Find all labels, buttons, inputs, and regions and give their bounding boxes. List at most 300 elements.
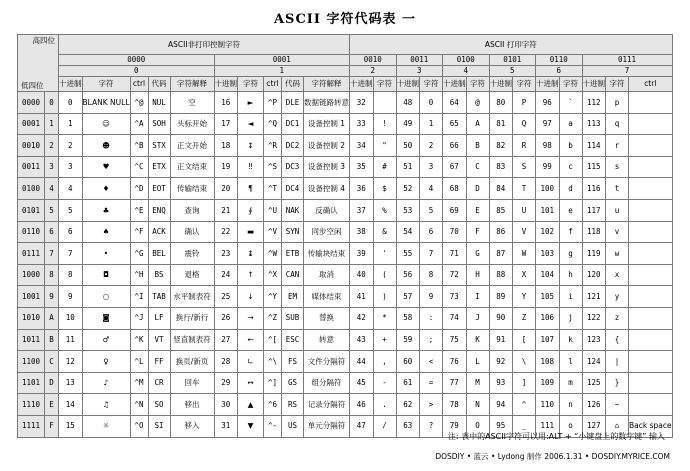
ctrl-key-cell: ^S [264, 156, 282, 178]
decimal-cell: 117 [582, 199, 606, 221]
low-nibble-value: 0 [45, 92, 59, 114]
decimal-cell: 2 [59, 135, 83, 157]
decimal-cell: 106 [536, 307, 560, 329]
decimal-cell: 103 [536, 243, 560, 265]
decimal-cell: 127 [582, 415, 606, 437]
low-nibble-binary: 0011 [18, 156, 45, 178]
high-nibble-binary: 0100 [443, 55, 490, 66]
decimal-cell: 107 [536, 329, 560, 351]
control-glyph: ♣ [82, 199, 130, 221]
decimal-cell: 41 [350, 286, 374, 308]
control-code: BS [148, 264, 170, 286]
control-glyph: ☻ [82, 135, 130, 157]
control-description: 空 [170, 92, 214, 114]
ctrl-key-cell: ^I [130, 286, 148, 308]
decimal-cell: 0 [59, 92, 83, 114]
control-glyph: ♠ [82, 221, 130, 243]
printable-char: y [606, 286, 629, 308]
empty-ctrl-cell [629, 178, 673, 200]
printable-char: Z [513, 307, 536, 329]
decimal-cell: 45 [350, 372, 374, 394]
decimal-cell: 102 [536, 221, 560, 243]
printable-char: | [606, 351, 629, 373]
subheader-dec: 十进制 [59, 77, 83, 92]
high-nibble-value: 6 [536, 66, 583, 77]
decimal-cell: 12 [59, 351, 83, 373]
table-row [18, 156, 673, 178]
decimal-cell: 75 [443, 329, 467, 351]
decimal-cell: 81 [489, 113, 513, 135]
decimal-cell: 124 [582, 351, 606, 373]
subheader-ctrl: ctrl [629, 77, 673, 92]
high-nibble-value: 4 [443, 66, 490, 77]
printable-char: ] [513, 372, 536, 394]
printable-char: 5 [420, 199, 443, 221]
empty-ctrl-cell [629, 329, 673, 351]
decimal-cell: 19 [214, 156, 238, 178]
control-description: 换行/新行 [170, 307, 214, 329]
printable-char: x [606, 264, 629, 286]
printable-char: % [373, 199, 396, 221]
subheader-char: 字符 [606, 77, 629, 92]
printable-char: t [606, 178, 629, 200]
printable-char: } [606, 372, 629, 394]
control-glyph: ← [238, 329, 264, 351]
decimal-cell: 74 [443, 307, 467, 329]
decimal-cell: 105 [536, 286, 560, 308]
decimal-cell: 9 [59, 286, 83, 308]
control-glyph: BLANK NULL [82, 92, 130, 114]
low-nibble-value: 1 [45, 113, 59, 135]
decimal-cell: 80 [489, 92, 513, 114]
decimal-cell: 83 [489, 156, 513, 178]
low-nibble-value: B [45, 329, 59, 351]
control-description: 退格 [170, 264, 214, 286]
ctrl-key-cell: ^- [264, 415, 282, 437]
printable-char: > [420, 394, 443, 416]
printable-char: 9 [420, 286, 443, 308]
control-glyph: ◙ [82, 307, 130, 329]
table-row [18, 264, 673, 286]
control-glyph: ◘ [82, 264, 130, 286]
printable-char: [ [513, 329, 536, 351]
printable-char: < [420, 351, 443, 373]
high-nibble-value: 3 [396, 66, 443, 77]
decimal-cell: 27 [214, 329, 238, 351]
decimal-cell: 25 [214, 286, 238, 308]
low-nibble-binary: 0100 [18, 178, 45, 200]
subheader-dec: 十进制 [582, 77, 606, 92]
printable-char: 3 [420, 156, 443, 178]
decimal-cell: 34 [350, 135, 374, 157]
decimal-cell: 44 [350, 351, 374, 373]
low-nibble-value: C [45, 351, 59, 373]
decimal-cell: 76 [443, 351, 467, 373]
decimal-cell: 90 [489, 307, 513, 329]
empty-ctrl-cell [629, 372, 673, 394]
decimal-cell: 77 [443, 372, 467, 394]
low-nibble-binary: 1001 [18, 286, 45, 308]
decimal-cell: 18 [214, 135, 238, 157]
subheader-dec: 十进制 [396, 77, 420, 92]
printable-char: - [373, 372, 396, 394]
decimal-cell: 42 [350, 307, 374, 329]
printable-char: A [466, 113, 489, 135]
low-nibble-value: 7 [45, 243, 59, 265]
decimal-cell: 89 [489, 286, 513, 308]
printable-char: K [466, 329, 489, 351]
decimal-cell: 17 [214, 113, 238, 135]
footer-text: DOSDIY • 蓝云 • Lydong 制作 2006.1.31 • DOSDIY.MYRICE.COM [435, 452, 670, 461]
decimal-cell: 48 [396, 92, 420, 114]
decimal-cell: 87 [489, 243, 513, 265]
control-description: 水平制表符 [170, 286, 214, 308]
printable-char: r [606, 135, 629, 157]
low-nibble-value: A [45, 307, 59, 329]
decimal-cell: 109 [536, 372, 560, 394]
printable-char: z [606, 307, 629, 329]
control-description: 记录分隔符 [304, 394, 350, 416]
control-description: 正文结束 [170, 156, 214, 178]
control-glyph: ▼ [238, 415, 264, 437]
control-description: 竖直制表符 [170, 329, 214, 351]
decimal-cell: 50 [396, 135, 420, 157]
decimal-cell: 85 [489, 199, 513, 221]
control-code: TAB [148, 286, 170, 308]
printable-char: G [466, 243, 489, 265]
printable-char: * [373, 307, 396, 329]
control-glyph: ∟ [238, 351, 264, 373]
low-nibble-binary: 1100 [18, 351, 45, 373]
table-row [18, 307, 673, 329]
decimal-cell: 82 [489, 135, 513, 157]
printable-char: ; [420, 329, 443, 351]
decimal-cell: 113 [582, 113, 606, 135]
control-glyph: ♪ [82, 372, 130, 394]
ctrl-key-cell: ^W [264, 243, 282, 265]
printable-char: = [420, 372, 443, 394]
decimal-cell: 118 [582, 221, 606, 243]
control-description: 移出 [170, 394, 214, 416]
printable-char: m [559, 372, 582, 394]
control-description: 设备控制 2 [304, 135, 350, 157]
printable-char: l [559, 351, 582, 373]
printable-char: U [513, 199, 536, 221]
decimal-cell: 92 [489, 351, 513, 373]
printable-char: W [513, 243, 536, 265]
control-description: 设备控制 1 [304, 113, 350, 135]
subheader-ctrl: ctrl [130, 77, 148, 92]
printable-char: e [559, 199, 582, 221]
nonprint-header: ASCII非打印控制字符 [59, 35, 350, 55]
table-row [18, 221, 673, 243]
print-header: ASCII 打印字符 [350, 35, 673, 55]
decimal-cell: 23 [214, 243, 238, 265]
decimal-cell: 88 [489, 264, 513, 286]
decimal-cell: 47 [350, 415, 374, 437]
header-corner [18, 35, 59, 92]
high-nibble-value: 0 [59, 66, 215, 77]
decimal-cell: 29 [214, 372, 238, 394]
decimal-cell: 38 [350, 221, 374, 243]
printable-char: ( [373, 264, 396, 286]
table-row [18, 394, 673, 416]
decimal-cell: 125 [582, 372, 606, 394]
ctrl-key-cell: ^M [130, 372, 148, 394]
printable-char: ? [420, 415, 443, 437]
printable-char: \ [513, 351, 536, 373]
decimal-cell: 56 [396, 264, 420, 286]
control-code: RS [282, 394, 304, 416]
decimal-cell: 58 [396, 307, 420, 329]
decimal-cell: 64 [443, 92, 467, 114]
control-description: 替换 [304, 307, 350, 329]
control-code: US [282, 415, 304, 437]
decimal-cell: 84 [489, 178, 513, 200]
printable-char: d [559, 178, 582, 200]
control-glyph: ◄ [238, 113, 264, 135]
low-nibble-value: D [45, 372, 59, 394]
decimal-cell: 120 [582, 264, 606, 286]
high-nibble-value: 5 [489, 66, 536, 77]
printable-char: I [466, 286, 489, 308]
ctrl-key-cell: ^Q [264, 113, 282, 135]
decimal-cell: 100 [536, 178, 560, 200]
decimal-cell: 53 [396, 199, 420, 221]
printable-char: { [606, 329, 629, 351]
ctrl-key-cell: ^C [130, 156, 148, 178]
input-note: 注: 表中的ASCII字符可以用:ALT + “小键盘上的数字键” 输入 [447, 432, 665, 441]
control-code: ACK [148, 221, 170, 243]
decimal-cell: 21 [214, 199, 238, 221]
decimal-cell: 65 [443, 113, 467, 135]
control-code: SOH [148, 113, 170, 135]
control-code: SUB [282, 307, 304, 329]
control-code: ETX [148, 156, 170, 178]
empty-ctrl-cell [629, 156, 673, 178]
decimal-cell: 121 [582, 286, 606, 308]
decimal-cell: 10 [59, 307, 83, 329]
ctrl-key-cell: ^6 [264, 394, 282, 416]
decimal-cell: 61 [396, 372, 420, 394]
control-glyph: ○ [82, 286, 130, 308]
decimal-cell: 126 [582, 394, 606, 416]
printable-char: Q [513, 113, 536, 135]
printable-char: ) [373, 286, 396, 308]
printable-char: T [513, 178, 536, 200]
decimal-cell: 52 [396, 178, 420, 200]
printable-char: h [559, 264, 582, 286]
printable-char: S [513, 156, 536, 178]
printable-char: R [513, 135, 536, 157]
printable-char: s [606, 156, 629, 178]
printable-char: ^ [513, 394, 536, 416]
printable-char: k [559, 329, 582, 351]
decimal-cell: 95 [489, 415, 513, 437]
decimal-cell: 104 [536, 264, 560, 286]
printable-char: o [559, 415, 582, 437]
decimal-cell: 78 [443, 394, 467, 416]
low-nibble-binary: 0001 [18, 113, 45, 135]
printable-char: 4 [420, 178, 443, 200]
decimal-cell: 99 [536, 156, 560, 178]
control-description: 查询 [170, 199, 214, 221]
control-code: DC2 [282, 135, 304, 157]
control-glyph: ↑ [238, 264, 264, 286]
low-nibble-binary: 0101 [18, 199, 45, 221]
ctrl-key-cell: ^] [264, 372, 282, 394]
printable-char: b [559, 135, 582, 157]
control-code: EM [282, 286, 304, 308]
empty-ctrl-cell [629, 351, 673, 373]
control-description: 传输结束 [170, 178, 214, 200]
control-glyph: ‼ [238, 156, 264, 178]
ctrl-key-cell: ^N [130, 394, 148, 416]
decimal-cell: 14 [59, 394, 83, 416]
decimal-cell: 93 [489, 372, 513, 394]
low-nibble-binary: 0000 [18, 92, 45, 114]
printable-char: 6 [420, 221, 443, 243]
printable-char: " [373, 135, 396, 157]
subheader-dec: 十进制 [536, 77, 560, 92]
ctrl-key-cell: ^J [130, 307, 148, 329]
control-description: 反确认 [304, 199, 350, 221]
control-code: DC3 [282, 156, 304, 178]
printable-char [373, 92, 396, 114]
empty-ctrl-cell [629, 221, 673, 243]
decimal-cell: 20 [214, 178, 238, 200]
subheader-ctrl: ctrl [264, 77, 282, 92]
low-nibble-value: 6 [45, 221, 59, 243]
empty-ctrl-cell [629, 394, 673, 416]
control-code: STX [148, 135, 170, 157]
printable-char: Y [513, 286, 536, 308]
ctrl-key-cell: ^@ [130, 92, 148, 114]
control-description: 取消 [304, 264, 350, 286]
decimal-cell: 91 [489, 329, 513, 351]
control-description: 头标开始 [170, 113, 214, 135]
printable-char: , [373, 351, 396, 373]
subheader-char: 字符 [238, 77, 264, 92]
decimal-cell: 13 [59, 372, 83, 394]
ctrl-key-cell: ^F [130, 221, 148, 243]
control-description: 换页/新页 [170, 351, 214, 373]
decimal-cell: 31 [214, 415, 238, 437]
printable-char: H [466, 264, 489, 286]
page-title: ASCII 字符代码表 一 [273, 12, 417, 27]
decimal-cell: 94 [489, 394, 513, 416]
low-nibble-value: 5 [45, 199, 59, 221]
control-glyph: • [82, 243, 130, 265]
printable-char: ~ [606, 394, 629, 416]
decimal-cell: 71 [443, 243, 467, 265]
decimal-cell: 122 [582, 307, 606, 329]
control-code: DLE [282, 92, 304, 114]
printable-char: M [466, 372, 489, 394]
low-nibble-value: 2 [45, 135, 59, 157]
control-code: SI [148, 415, 170, 437]
low-nibble-binary: 1010 [18, 307, 45, 329]
ctrl-key-cell: ^L [130, 351, 148, 373]
printable-char: q [606, 113, 629, 135]
control-description: 设备控制 3 [304, 156, 350, 178]
printable-char: ' [373, 243, 396, 265]
decimal-cell: 36 [350, 178, 374, 200]
table-row [18, 286, 673, 308]
low-nibble-value: E [45, 394, 59, 416]
decimal-cell: 110 [536, 394, 560, 416]
control-code: NUL [148, 92, 170, 114]
ctrl-key-cell: ^\ [264, 351, 282, 373]
control-description: 文件分隔符 [304, 351, 350, 373]
printable-char: n [559, 394, 582, 416]
high-nibble-binary: 0000 [59, 55, 215, 66]
table-row [18, 243, 673, 265]
low-nibble-value: 4 [45, 178, 59, 200]
ctrl-key-cell: ^B [130, 135, 148, 157]
control-glyph: ♀ [82, 351, 130, 373]
decimal-cell: 4 [59, 178, 83, 200]
decimal-cell: 15 [59, 415, 83, 437]
control-glyph: ► [238, 92, 264, 114]
high-nibble-binary: 0110 [536, 55, 583, 66]
decimal-cell: 51 [396, 156, 420, 178]
decimal-cell: 30 [214, 394, 238, 416]
decimal-cell: 123 [582, 329, 606, 351]
decimal-cell: 22 [214, 221, 238, 243]
table-row [18, 329, 673, 351]
ctrl-key-cell: ^D [130, 178, 148, 200]
control-glyph: ♥ [82, 156, 130, 178]
decimal-cell: 112 [582, 92, 606, 114]
high-nibble-value: 2 [350, 66, 397, 77]
control-glyph: ↨ [238, 243, 264, 265]
ctrl-key-cell: ^O [130, 415, 148, 437]
printable-char: i [559, 286, 582, 308]
empty-ctrl-cell [629, 135, 673, 157]
control-description: 同步空闲 [304, 221, 350, 243]
control-glyph: ☺ [82, 113, 130, 135]
ctrl-key-cell: ^V [264, 221, 282, 243]
control-description: 设备控制 4 [304, 178, 350, 200]
low-nibble-binary: 1110 [18, 394, 45, 416]
printable-char: p [606, 92, 629, 114]
ctrl-key-cell: ^H [130, 264, 148, 286]
printable-char: & [373, 221, 396, 243]
control-code: GS [282, 372, 304, 394]
printable-char: w [606, 243, 629, 265]
printable-char: # [373, 156, 396, 178]
control-code: NAK [282, 199, 304, 221]
decimal-cell: 43 [350, 329, 374, 351]
ctrl-key-cell: ^G [130, 243, 148, 265]
low-nibble-binary: 1011 [18, 329, 45, 351]
empty-ctrl-cell [629, 286, 673, 308]
control-code: DC1 [282, 113, 304, 135]
decimal-cell: 11 [59, 329, 83, 351]
high-nibble-label: 高四位 [32, 36, 55, 45]
printable-char: a [559, 113, 582, 135]
control-code: ENQ [148, 199, 170, 221]
decimal-cell: 68 [443, 178, 467, 200]
ctrl-key-cell: ^E [130, 199, 148, 221]
high-nibble-value: 7 [582, 66, 672, 77]
printable-char: P [513, 92, 536, 114]
printable-char: v [606, 221, 629, 243]
decimal-cell: 59 [396, 329, 420, 351]
low-nibble-binary: 0010 [18, 135, 45, 157]
subheader-char: 字符 [420, 77, 443, 92]
